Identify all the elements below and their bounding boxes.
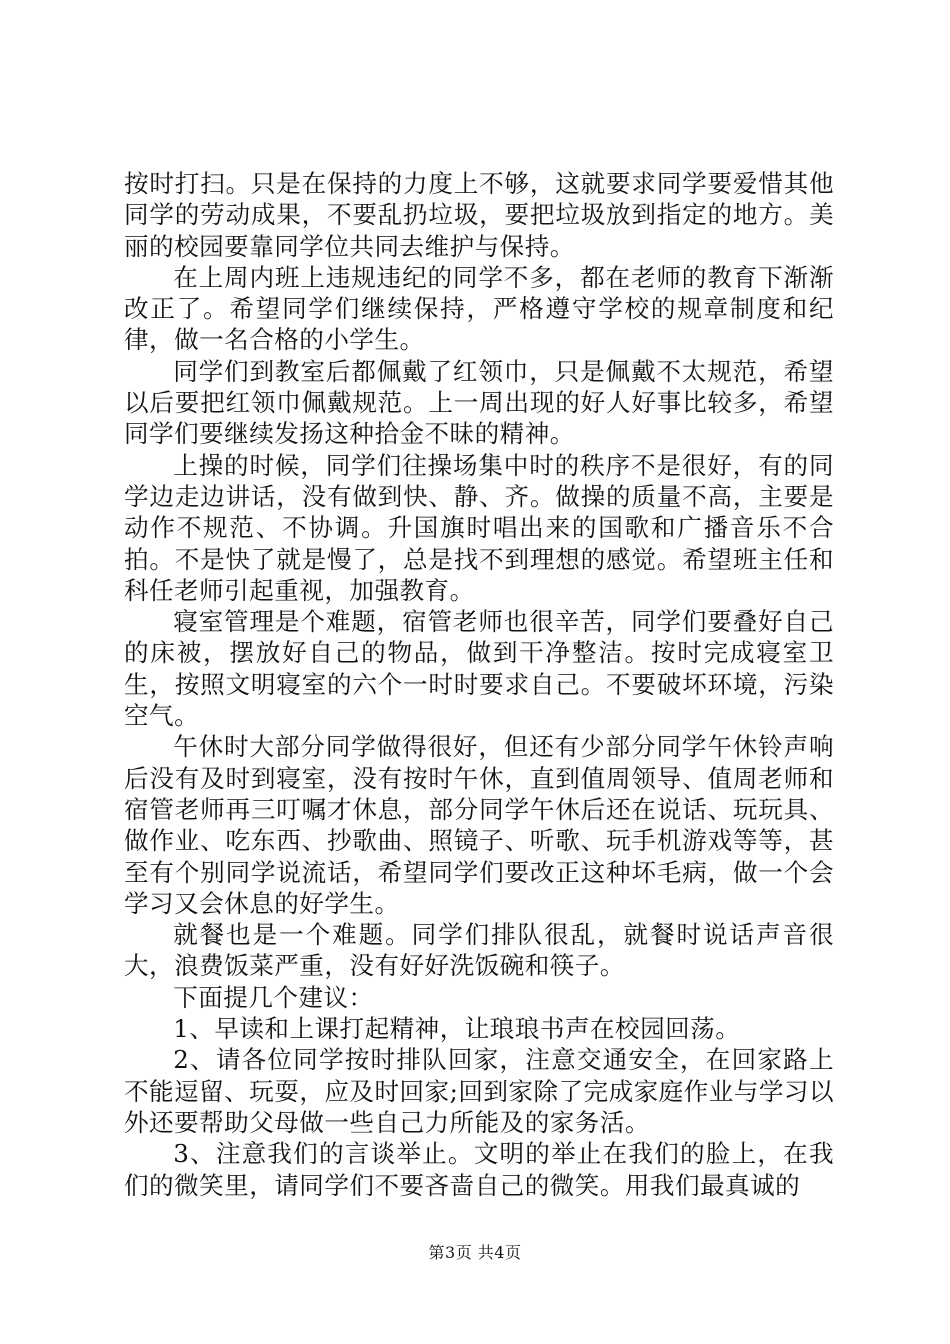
paragraph-7: 就餐也是一个难题。同学们排队很乱，就餐时说话声音很大，浪费饭菜严重，没有好好洗饭碗和筷子。 — [124, 920, 834, 981]
paragraph-1: 按时打扫。只是在保持的力度上不够，这就要求同学要爱惜其他同学的劳动成果，不要乱扔垃圾，要把垃圾放到指定的地方。美丽的校园要靠同学位共同去维护与保持。 — [124, 169, 834, 261]
suggestion-3: 3、注意我们的言谈举止。文明的举止在我们的脸上，在我们的微笑里，请同学们不要吝啬自己的微笑。用我们最真诚的 — [124, 1139, 834, 1200]
paragraph-8: 下面提几个建议： — [173, 982, 374, 1012]
paragraph-6: 午休时大部分同学做得很好，但还有少部分同学午休铃声响后没有及时到寝室，没有按时午休，直到值周领导、值周老师和宿管老师再三叮嘱才休息，部分同学午休后还在说话、玩玩具、做作业、吃东西、抄歌曲、照镜子、听歌、玩手机游戏等等，甚至有个别同学说流话，希望同学们要改正这种坏毛病，做一个会学习又会休息的好学生。 — [124, 732, 834, 918]
paragraph-4: 上操的时候，同学们往操场集中时的秩序不是很好，有的同学边走边讲话，没有做到快、静、齐。做操的质量不高，主要是动作不规范、不协调。升国旗时唱出来的国歌和广播音乐不合拍。不是快了就是慢了，总是找不到理想的感觉。希望班主任和科任老师引起重视，加强教育。 — [124, 450, 834, 605]
page-footer — [0, 1243, 950, 1263]
paragraph-5: 寝室管理是个难题，宿管老师也很辛苦，同学们要叠好自己的床被，摆放好自己的物品，做到干净整洁。按时完成寝室卫生，按照文明寝室的六个一时时要求自己。不要破坏环境，污染空气。 — [124, 607, 834, 731]
paragraph-3: 同学们到教室后都佩戴了红领巾，只是佩戴不太规范，希望以后要把红领巾佩戴规范。上一周出现的好人好事比较多，希望同学们要继续发扬这种拾金不昧的精神。 — [124, 356, 834, 449]
paragraph-2: 在上周内班上违规违纪的同学不多，都在老师的教育下渐渐改正了。希望同学们继续保持，严格遵守学校的规章制度和纪律，做一名合格的小学生。 — [124, 262, 834, 355]
page-number: 第3页 共4页 — [428, 1243, 522, 1262]
suggestion-1: 1、早读和上课打起精神，让琅琅书声在校园回荡。 — [173, 1014, 741, 1044]
document-body — [124, 168, 834, 1201]
suggestion-2: 2、请各位同学按时排队回家，注意交通安全，在回家路上不能逗留、玩耍，应及时回家;回到家除了完成家庭作业与学习以外还要帮助父母做一些自己力所能及的家务活。 — [124, 1045, 834, 1137]
